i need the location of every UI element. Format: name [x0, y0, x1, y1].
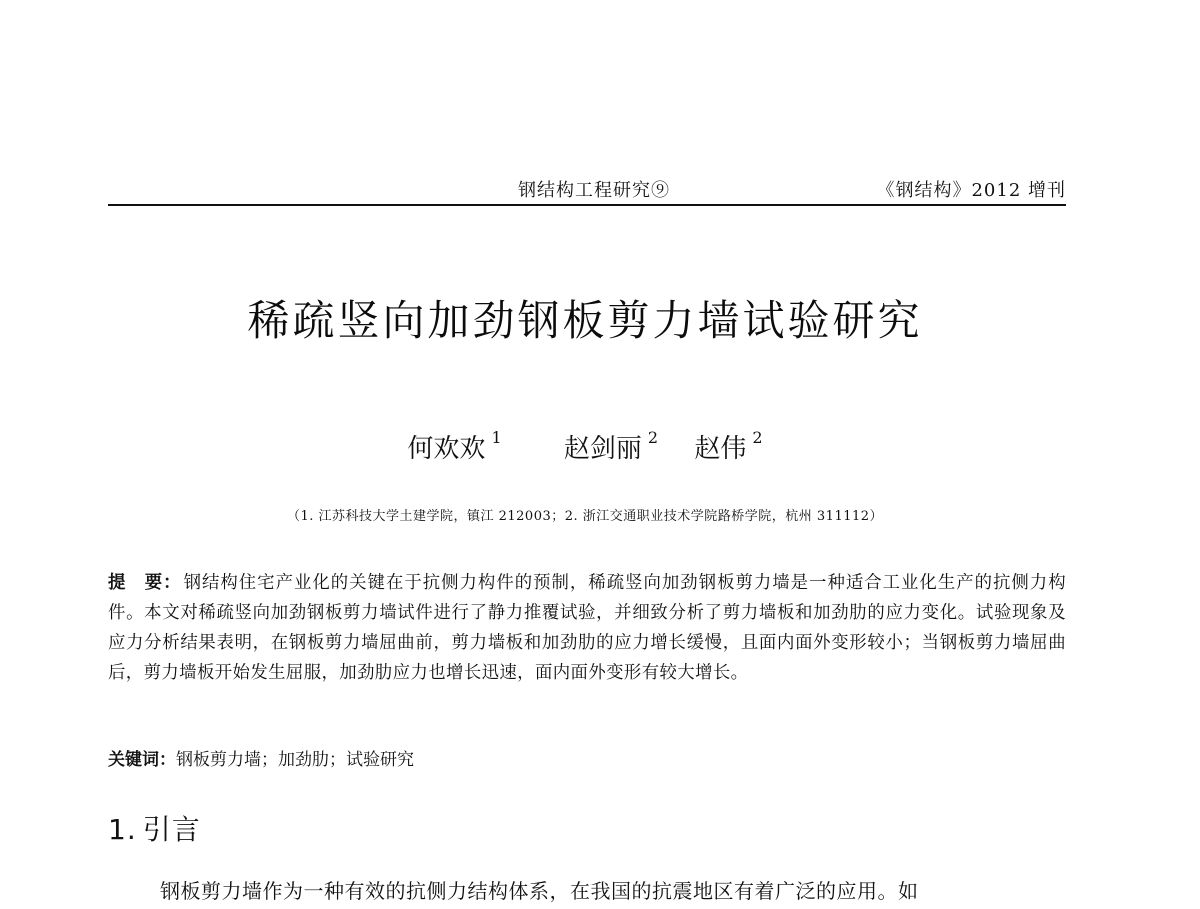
author — [407, 428, 501, 465]
series-title: 钢结构工程研究⑨ — [518, 180, 670, 201]
keywords — [108, 745, 1066, 775]
running-header — [108, 176, 1066, 204]
affiliation: （1. 江苏科技大学土建学院，镇江 212003；2. 浙江交通职业技术学院路桥学院，杭州 311112） — [286, 509, 884, 524]
author-name: 赵伟 — [694, 434, 747, 464]
author — [694, 428, 762, 465]
keywords-text: 钢板剪力墙；加劲肋；试验研究 — [176, 750, 414, 770]
keywords-label: 关键词： — [108, 750, 176, 770]
author-name: 何欢欢 — [407, 434, 486, 464]
abstract — [108, 568, 1066, 688]
section-title: 引言 — [142, 813, 201, 846]
header-rule — [108, 204, 1066, 206]
author-name: 赵剑丽 — [563, 434, 642, 464]
journal-issue: 《钢结构》2012 增刊 — [876, 180, 1066, 201]
paper-title: 稀疏竖向加劲钢板剪力墙试验研究 — [247, 296, 923, 345]
author-affiliation-mark: 2 — [752, 428, 763, 448]
abstract-text: 钢结构住宅产业化的关键在于抗侧力构件的预制，稀疏竖向加劲钢板剪力墙是一种适合工业化生产的抗侧力构件。本文对稀疏竖向加劲钢板剪力墙试件进行了静力推覆试验，并细致分析了剪力墙板和加劲肋的应力变化。试验现象及应力分析结果表明，在钢板剪力墙屈曲前，剪力墙板和加劲肋的应力增长缓慢，且面内面外变形较小；当钢板剪力墙屈曲后，剪力墙板开始发生屈服，加劲肋应力也增长迅速，面内面外变形有较大增长。 — [108, 573, 1066, 683]
section-number: 1. — [108, 813, 137, 846]
author-affiliation-mark: 2 — [647, 428, 659, 448]
abstract-label: 提 要： — [108, 573, 182, 593]
author — [564, 428, 658, 465]
section-heading — [108, 808, 201, 848]
author-list — [0, 428, 1170, 465]
author-affiliation-mark: 1 — [491, 428, 502, 448]
body-paragraph: 钢板剪力墙作为一种有效的抗侧力结构体系，在我国的抗震地区有着广泛的应用。如 — [160, 879, 919, 903]
